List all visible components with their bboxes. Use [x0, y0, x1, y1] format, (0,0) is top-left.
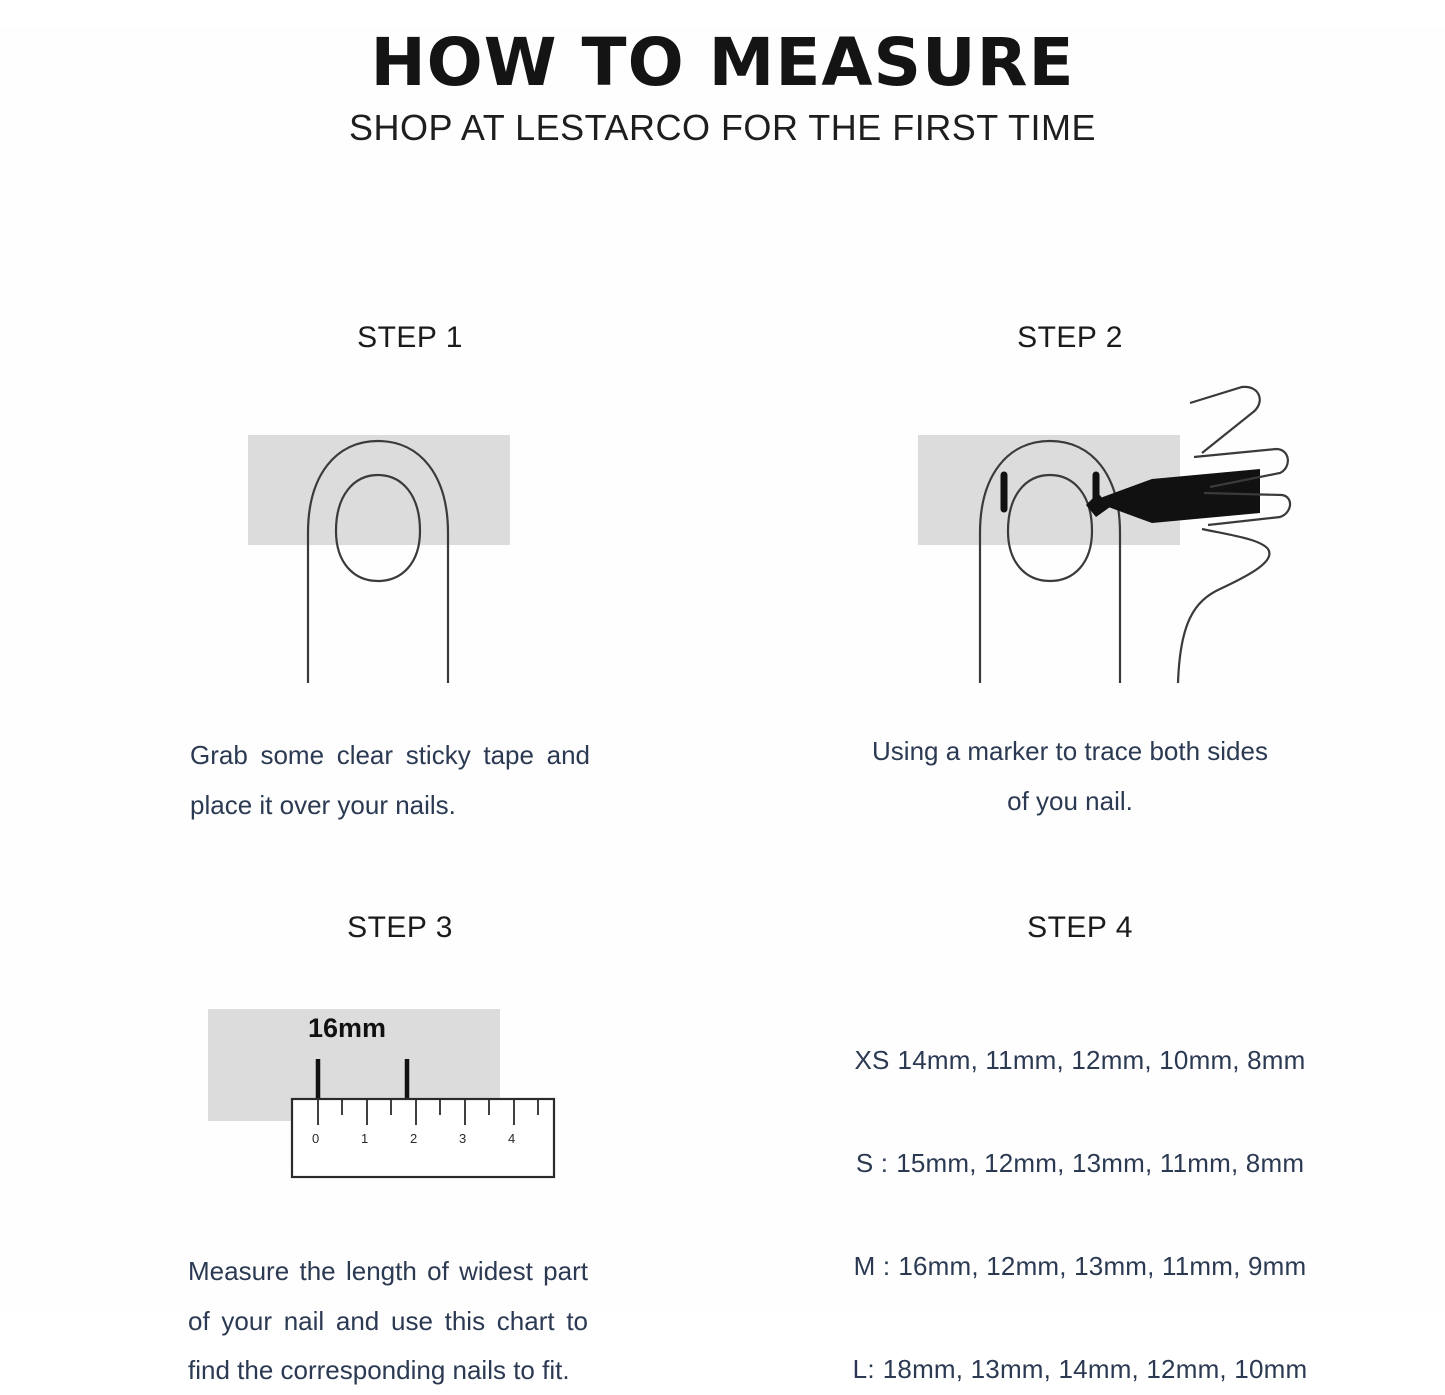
- size-values-xs: 14mm, 11mm, 12mm, 10mm, 8mm: [897, 1045, 1306, 1076]
- ruler-tick-0: 0: [312, 1131, 320, 1147]
- step-2-caption: Using a marker to trace both sides of you nail.: [872, 736, 1268, 816]
- ruler-tick-labels: [292, 1131, 554, 1153]
- size-row-s: [790, 1148, 1370, 1179]
- ruler-tick-2: 2: [410, 1131, 418, 1147]
- size-label-xs: XS: [854, 1045, 890, 1076]
- step-4-label: STEP 4: [1027, 911, 1133, 945]
- size-values-l: 18mm, 13mm, 14mm, 12mm, 10mm: [882, 1354, 1308, 1385]
- size-row-m: [790, 1251, 1370, 1282]
- step-1-block: [130, 321, 690, 830]
- size-label-s: S :: [855, 1148, 889, 1179]
- step-3-caption: Measure the length of widest part of your nail and use this chart to find the corresponding nails to fit.: [188, 1256, 588, 1386]
- step-2-illustration: [790, 383, 1350, 713]
- size-values-m: 16mm, 12mm, 13mm, 11mm, 9mm: [898, 1251, 1307, 1282]
- size-row-xs: [790, 1045, 1370, 1076]
- ruler-tick-1: 1: [361, 1131, 369, 1147]
- page-subtitle: SHOP AT LESTARCO FOR THE FIRST TIME: [349, 107, 1096, 149]
- finger-outline-icon: [130, 383, 690, 713]
- step-1-caption: Grab some clear sticky tape and place it over your nails.: [190, 740, 590, 820]
- ruler-tick-4: 4: [508, 1131, 516, 1147]
- size-label-m: M :: [853, 1251, 891, 1282]
- step-3-label: STEP 3: [347, 911, 453, 945]
- size-chart: [790, 1045, 1370, 1385]
- size-row-l: [790, 1354, 1370, 1385]
- finger-with-marker-icon: [790, 383, 1350, 713]
- step-3-block: [110, 911, 690, 1395]
- size-values-s: 15mm, 12mm, 13mm, 11mm, 8mm: [896, 1148, 1305, 1179]
- step-3-illustration: [110, 991, 690, 1231]
- step-1-label: STEP 1: [357, 321, 463, 355]
- step-4-block: [790, 911, 1370, 1385]
- step-1-illustration: [130, 383, 690, 713]
- page-title: HOW TO MEASURE: [370, 24, 1075, 101]
- how-to-measure-infographic: [0, 24, 1445, 1386]
- ruler-tick-3: 3: [459, 1131, 467, 1147]
- step-2-block: [790, 321, 1350, 826]
- step-2-label: STEP 2: [1017, 321, 1123, 355]
- ruler-icon: [110, 991, 690, 1231]
- size-label-l: L:: [852, 1354, 875, 1385]
- measurement-value: 16mm: [308, 1013, 387, 1044]
